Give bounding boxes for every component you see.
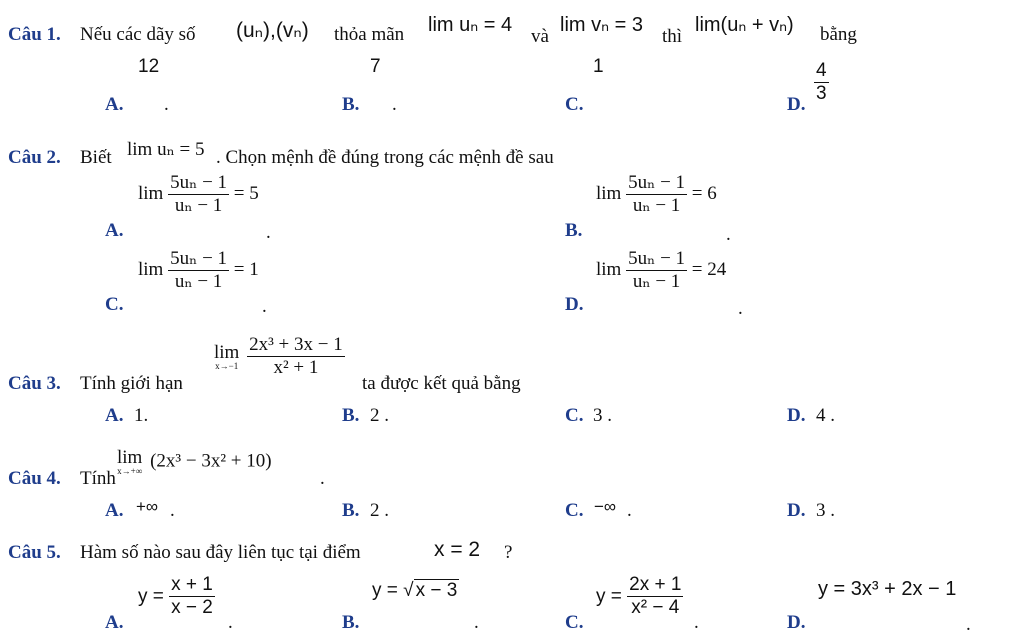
question-2-option-d-label[interactable]: D. xyxy=(565,294,584,315)
question-3-limit xyxy=(214,343,239,371)
question-2-option-a-expr xyxy=(138,172,259,218)
question-4-option-a-tail: . xyxy=(170,500,175,521)
question-2-text-b: . Chọn mệnh đề đúng trong các mệnh đề sau xyxy=(216,147,554,168)
question-2-option-b-label[interactable]: B. xyxy=(565,220,583,241)
question-1-text-c: và xyxy=(531,26,549,47)
question-2-option-a-denominator: uₙ − 1 xyxy=(174,194,223,216)
question-1-option-a-tail: . xyxy=(164,94,169,115)
question-4-expression: (2x³ − 3x² + 10) xyxy=(150,450,272,472)
question-2-option-d-rhs: = 24 xyxy=(691,259,727,281)
question-5-option-a-label[interactable]: A. xyxy=(105,612,124,633)
question-2-option-d-fraction xyxy=(626,248,687,294)
question-4-option-b-label[interactable]: B. xyxy=(342,500,360,521)
question-5-option-b-tail: . xyxy=(474,612,479,633)
question-5-option-a-denominator: x − 2 xyxy=(171,596,213,618)
question-3-option-b-label[interactable]: B. xyxy=(342,405,360,426)
question-5-option-b-label[interactable]: B. xyxy=(342,612,360,633)
question-4-lim: lim xyxy=(117,447,143,468)
question-2-option-b-numerator: 5uₙ − 1 xyxy=(628,172,686,193)
question-5-text-b: ? xyxy=(504,542,513,563)
question-5-option-c-numerator: 2x + 1 xyxy=(629,574,682,595)
question-2-option-c-label[interactable]: C. xyxy=(105,294,124,315)
question-1-option-d-fraction xyxy=(814,60,829,106)
question-2-label: Câu 2. xyxy=(8,147,61,168)
question-1-option-a-value: 12 xyxy=(138,56,160,77)
question-3-option-c-value: 3 . xyxy=(593,405,612,426)
question-2-option-c-rhs: = 1 xyxy=(233,259,259,281)
question-1-option-d-numerator: 4 xyxy=(816,60,827,81)
question-4-option-c-label[interactable]: C. xyxy=(565,500,584,521)
question-5-option-c-label[interactable]: C. xyxy=(565,612,584,633)
question-5-option-a-expr xyxy=(138,574,215,620)
question-2-option-c-fraction xyxy=(168,248,229,294)
question-4-expr xyxy=(117,448,272,476)
question-2-option-c-denominator: uₙ − 1 xyxy=(174,270,223,292)
question-5-text-a: Hàm số nào sau đây liên tục tại điểm xyxy=(80,542,361,563)
question-4-limit xyxy=(117,448,142,476)
question-1-text-d: thì xyxy=(662,26,683,47)
question-1-option-d-denominator: 3 xyxy=(816,82,827,104)
question-2-option-b-tail: . xyxy=(726,224,731,245)
question-5-option-c-tail: . xyxy=(694,612,699,633)
question-2-option-a-fraction xyxy=(168,172,229,218)
question-3-option-a-value: 1. xyxy=(134,405,149,426)
question-2-option-a-rhs: = 5 xyxy=(233,183,259,205)
question-5-option-a-lhs: y = xyxy=(138,585,164,607)
question-3-expr xyxy=(214,334,345,380)
question-2-option-d-lim: lim xyxy=(596,259,622,281)
question-1-label: Câu 1. xyxy=(8,24,61,45)
sqrt-radical-icon: √ xyxy=(403,580,414,601)
question-1-option-a-label[interactable]: A. xyxy=(105,94,124,115)
question-2-option-a-label[interactable]: A. xyxy=(105,220,124,241)
question-3-fraction xyxy=(247,334,345,380)
question-2-option-d-expr xyxy=(596,248,726,294)
question-5-option-c-lhs: y = xyxy=(596,585,622,607)
question-5-option-a-fraction xyxy=(169,574,215,620)
question-4-option-d-value: 3 . xyxy=(816,500,835,521)
question-2-option-c-numerator: 5uₙ − 1 xyxy=(170,248,228,269)
question-3-lim: lim xyxy=(214,341,240,363)
question-5-option-b-expr xyxy=(372,580,459,602)
question-2-option-d-numerator: 5uₙ − 1 xyxy=(628,248,686,269)
question-2-option-b-expr xyxy=(596,172,717,218)
question-4-label: Câu 4. xyxy=(8,468,61,489)
question-4-option-b-value: 2 . xyxy=(370,500,389,521)
question-5-option-d-expr: y = 3x³ + 2x − 1 xyxy=(818,578,957,600)
question-4-option-a-label[interactable]: A. xyxy=(105,500,124,521)
question-5-option-b-radicand: x − 3 xyxy=(415,580,458,601)
question-5-option-b-lhs: y = xyxy=(372,580,398,601)
question-3-text-a: Tính giới hạn xyxy=(80,373,183,394)
question-1-text-e: bằng xyxy=(820,24,857,45)
question-4-option-c-value: −∞ xyxy=(594,497,617,516)
question-1-condition-2: lim vₙ = 3 xyxy=(560,14,643,36)
question-5-option-c-fraction xyxy=(627,574,683,620)
question-5-option-c-denominator: x² − 4 xyxy=(631,596,680,618)
question-1-text-b: thỏa mãn xyxy=(334,24,405,45)
question-5-point: x = 2 xyxy=(434,538,481,561)
question-2-option-b-lim: lim xyxy=(596,183,622,205)
question-3-denominator: x² + 1 xyxy=(273,356,319,378)
question-4-option-a-value: +∞ xyxy=(136,497,159,516)
question-2-option-c-lim: lim xyxy=(138,259,164,281)
question-5-option-a-numerator: x + 1 xyxy=(171,574,213,595)
question-2-text-a: Biết xyxy=(80,147,112,168)
question-2-option-b-rhs: = 6 xyxy=(691,183,717,205)
question-2-option-d-denominator: uₙ − 1 xyxy=(632,270,681,292)
question-2-option-a-numerator: 5uₙ − 1 xyxy=(170,172,228,193)
question-1-condition-1: lim uₙ = 4 xyxy=(428,14,513,36)
question-1-text-a: Nếu các dãy số xyxy=(80,24,196,45)
question-2-option-a-lim: lim xyxy=(138,183,164,205)
question-1-option-b-value: 7 xyxy=(370,56,381,77)
question-1-option-d-label[interactable]: D. xyxy=(787,94,806,115)
question-1-option-b-tail: . xyxy=(392,94,397,115)
question-5-option-d-tail: . xyxy=(966,614,971,635)
question-4-option-d-label[interactable]: D. xyxy=(787,500,806,521)
question-5-option-c-expr xyxy=(596,574,683,620)
question-1-option-c-value: 1 xyxy=(593,56,604,77)
question-1-option-c-label[interactable]: C. xyxy=(565,94,584,115)
question-1-target: lim(uₙ + vₙ) xyxy=(695,14,794,36)
question-5-option-d-label[interactable]: D. xyxy=(787,612,806,633)
question-3-option-d-label[interactable]: D. xyxy=(787,405,806,426)
question-3-option-d-value: 4 . xyxy=(816,405,835,426)
question-5-label: Câu 5. xyxy=(8,542,61,563)
question-3-option-c-label[interactable]: C. xyxy=(565,405,584,426)
question-2-option-d-tail: . xyxy=(738,298,743,319)
question-2-option-c-tail: . xyxy=(262,296,267,317)
question-3-lim-under: x→−1 xyxy=(215,360,239,371)
question-3-numerator: 2x³ + 3x − 1 xyxy=(249,334,343,355)
question-3-option-b-value: 2 . xyxy=(370,405,389,426)
question-4-option-c-tail: . xyxy=(627,500,632,521)
question-4-text-a: Tính xyxy=(80,468,116,489)
question-2-option-a-tail: . xyxy=(266,222,271,243)
question-3-text-b: ta được kết quả bằng xyxy=(362,373,521,394)
question-3-option-a-label[interactable]: A. xyxy=(105,405,124,426)
question-2-option-b-fraction xyxy=(626,172,687,218)
question-1-sequences: (uₙ),(vₙ) xyxy=(236,19,309,42)
question-2-option-b-denominator: uₙ − 1 xyxy=(632,194,681,216)
question-3-label: Câu 3. xyxy=(8,373,61,394)
question-4-lim-under: x→+∞ xyxy=(117,466,143,476)
question-2-option-c-expr xyxy=(138,248,259,294)
question-4-tail: . xyxy=(320,468,325,489)
question-5-option-a-tail: . xyxy=(228,612,233,633)
question-2-condition: lim uₙ = 5 xyxy=(127,139,205,160)
question-1-option-b-label[interactable]: B. xyxy=(342,94,360,115)
